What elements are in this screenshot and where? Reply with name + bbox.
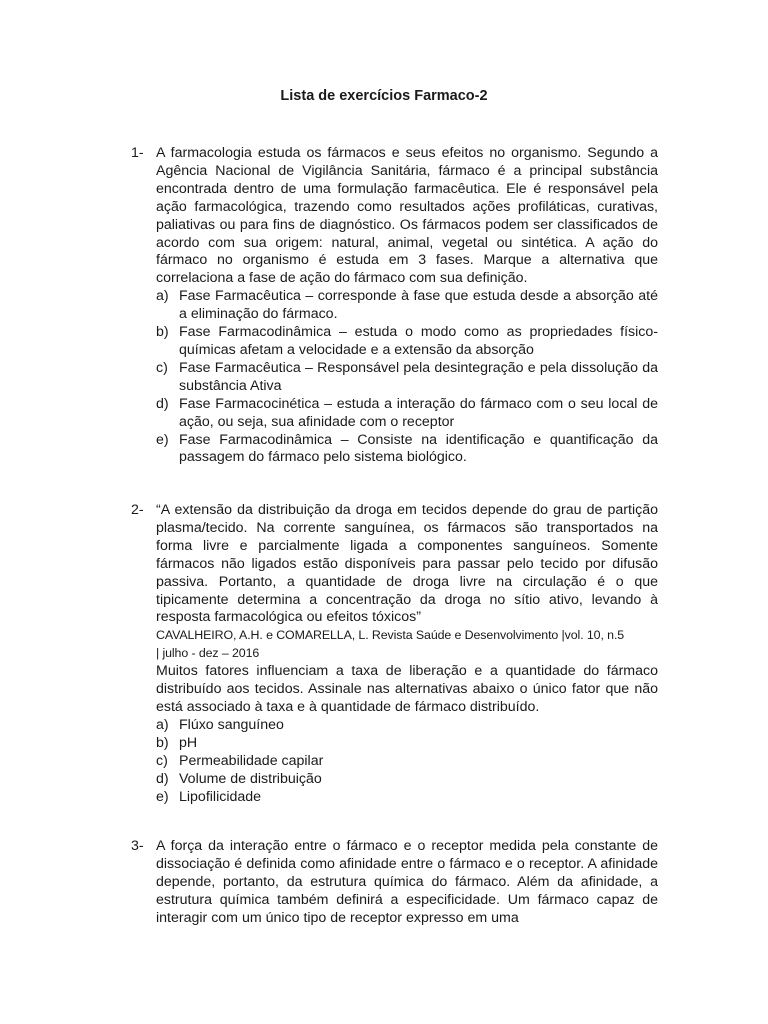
question-text: A força da interação entre o fármaco e o receptor medida pela constante de dissociação é definida como afinidade entre o fármaco e o receptor. A afinidade depende, portanto, da estrutura química do fármaco. Além da afinidade, a estrutura química também definirá a especificidade. Um fármaco capaz de interagir com um único tipo de receptor expresso em uma [156,838,658,926]
answer-option-b [156,735,658,753]
citation-line-1: CAVALHEIRO, A.H. e COMARELLA, L. Revista Saúde e Desenvolvimento |vol. 10, n.5 [156,628,625,643]
answer-option-b [156,324,658,360]
option-letter: a) [156,716,169,733]
option-letter: d) [156,395,169,412]
question-body [156,838,658,928]
option-letter: e) [156,788,169,805]
question-text: A farmacologia estuda os fármacos e seus efeitos no organismo. Segundo a Agência Nacional de Vigilância Sanitária, fármaco é a principal substância encontrada dentro de uma formulação farmacêutica. Ele é responsável pela ação farmacológica, trazendo como resultados ações profiláticas, curativas, paliativas ou para fins de diagnóstico. Os fármacos podem ser classificados de acordo com sua origem: natural, animal, vegetal ou sintética. A ação do fármaco no organismo é estuda em 3 fases. Marque a alternativa que correlaciona a fase de ação do fármaco com sua definição. [156,145,658,287]
option-text: Volume de distribuição [179,770,322,787]
answer-option-a [156,288,658,324]
option-text: Lipofilicidade [179,788,262,805]
question-body [156,145,658,467]
option-text: Fase Farmacodinâmica – estuda o modo como as propriedades físico-químicas afetam a velocidade e a extensão da absorção [179,324,658,358]
answer-option-e [156,789,658,807]
answer-option-d [156,771,658,789]
answer-option-c [156,753,658,771]
option-letter: a) [156,288,169,305]
answer-option-c [156,360,658,396]
citation-line-2: | julho - dez – 2016 [156,646,260,661]
question-number: 3- [131,838,144,854]
option-text: Fase Farmacêutica – Responsável pela desintegração e pela dissolução da substância Ativa [179,359,658,394]
option-letter: d) [156,770,169,787]
option-letter: c) [156,359,168,376]
question-2 [131,502,658,806]
answer-options [156,717,658,807]
option-text: Fase Farmacocinética – estuda a interação do fármaco com o seu local de ação, ou seja, sua afinidade com o receptor [179,395,658,430]
answer-option-e [156,432,658,468]
answer-options [156,288,658,467]
option-text: pH [179,734,198,751]
question-number: 1- [131,145,144,161]
document-title: Lista de exercícios Farmaco-2 [280,88,488,104]
question-1 [131,145,658,467]
option-letter: b) [156,734,169,751]
question-3 [131,838,658,928]
option-letter: b) [156,324,169,341]
answer-option-d [156,396,658,432]
option-text: Fase Farmacodinâmica – Consiste na identificação e quantificação da passagem do fármaco pelo sistema biológico. [179,431,658,466]
question-text: Muitos fatores influenciam a taxa de liberação e a quantidade do fármaco distribuído aos tecidos. Assinale nas alternativas abaixo o único fator que não está associado à taxa e à quantidade de fármaco distribuído. [156,663,658,715]
option-text: Fase Farmacêutica – corresponde à fase que estuda desde a absorção até a eliminação do fármaco. [179,288,658,323]
question-body [156,502,658,806]
answer-option-a [156,717,658,735]
question-number: 2- [131,502,144,518]
option-text: Flúxo sanguíneo [179,716,284,733]
question-quote: “A extensão da distribuição da droga em tecidos depende do grau de partição plasma/tecido. Na corrente sanguínea, os fármacos são transportados na forma livre e parcialmente ligada a componentes sanguíneos. Somente fármacos não ligados estão disponíveis para passar pelo tecido por difusão passiva. Portanto, a quantidade de droga livre na circulação é o que tipicamente determina a concentração da droga no sítio ativo, levando à resposta farmacológica ou efeitos tóxicos” [156,502,658,626]
option-letter: e) [156,431,169,448]
option-text: Permeabilidade capilar [179,752,324,769]
option-letter: c) [156,752,168,769]
